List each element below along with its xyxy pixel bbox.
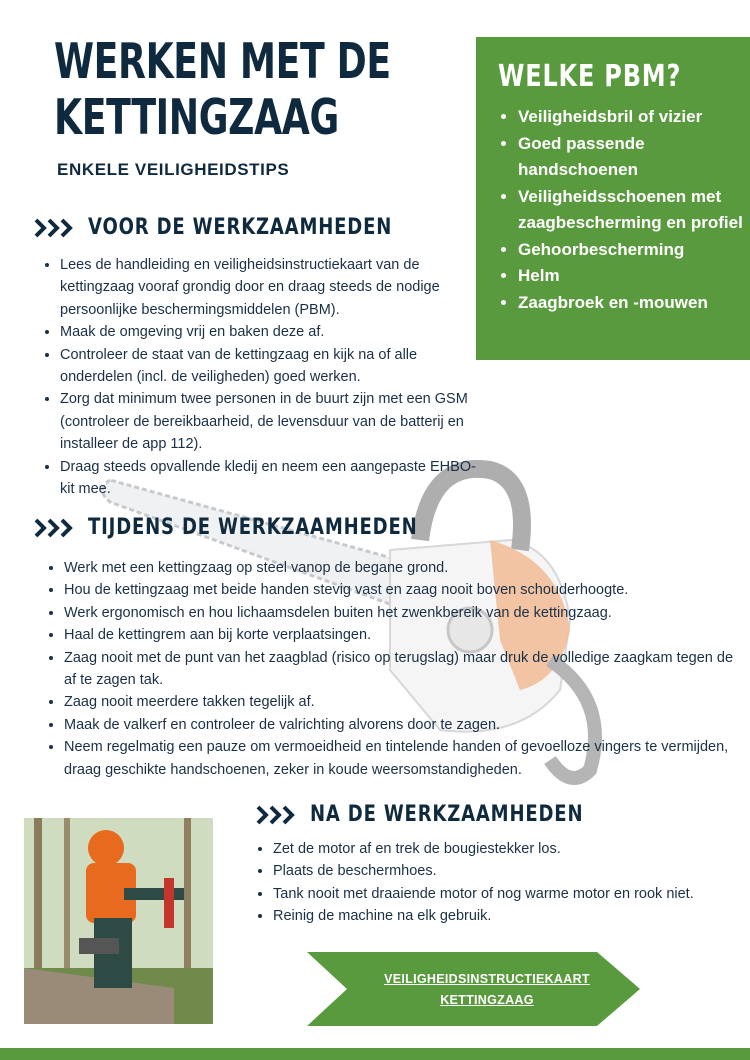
worker-photo xyxy=(24,818,213,1024)
section-before-title: VOOR DE WERKZAAMHEDEN xyxy=(88,215,393,240)
section-before-heading xyxy=(34,215,459,240)
before-list xyxy=(42,254,490,500)
pbm-title: WELKE PBM? xyxy=(498,59,682,94)
section-during-heading xyxy=(34,515,490,540)
title-line-1: WERKEN MET DE xyxy=(54,33,391,90)
section-after-heading xyxy=(256,802,643,827)
cta-line-2[interactable]: KETTINGZAAG xyxy=(440,993,534,1007)
triple-chevron-icon xyxy=(256,804,298,826)
list-item: • Neem regelmatig een pauze om vermoeidheid en tintelende handen of gevoelloze vingers te vermijden, draag geschikte handschoenen, zeker in koude weersomstandigheden. xyxy=(64,736,744,781)
page-title xyxy=(54,34,391,146)
list-item: • Draag steeds opvallende kledij en neem een aangepaste EHBO-kit mee. xyxy=(60,456,490,501)
list-item: • Maak de valkerf en controleer de valrichting alvorens door te zagen. xyxy=(64,714,744,736)
section-after-title: NA DE WERKZAAMHEDEN xyxy=(310,802,584,827)
pbm-item: • Veiligheidsbril of vizier xyxy=(518,104,750,131)
title-line-2: KETTINGZAAG xyxy=(54,89,339,146)
triple-chevron-icon xyxy=(34,217,76,239)
cta-line-1[interactable]: VEILIGHEIDSINSTRUCTIEKAART xyxy=(384,972,590,986)
list-item: • Reinig de machine na elk gebruik. xyxy=(273,905,750,927)
list-item: • Plaats de beschermhoes. xyxy=(273,860,750,882)
list-item: • Controleer de staat van de kettingzaag en kijk na of alle onderdelen (incl. de veiligheden) goed werken. xyxy=(60,344,490,389)
section-during-title: TIJDENS DE WERKZAAMHEDEN xyxy=(88,515,418,540)
list-item: • Zaag nooit meerdere takken tegelijk af. xyxy=(64,691,744,713)
instruction-card-label[interactable] xyxy=(367,969,607,1011)
list-item: • Maak de omgeving vrij en baken deze af. xyxy=(60,321,490,343)
list-item: • Haal de kettingrem aan bij korte verplaatsingen. xyxy=(64,624,744,646)
list-item: • Zorg dat minimum twee personen in de buurt zijn met een GSM (controleer de bereikbaarheid, de levensduur van de batterij en installeer de app 112). xyxy=(60,388,490,455)
pbm-item: • Gehoorbescherming xyxy=(518,237,750,264)
pbm-item: • Goed passende handschoenen xyxy=(518,131,750,184)
pbm-panel xyxy=(476,37,750,360)
list-item: • Zaag nooit met de punt van het zaagblad (risico op terugslag) maar druk de volledige zaagkam tegen de af te zagen tak. xyxy=(64,647,744,692)
after-list xyxy=(255,838,750,928)
list-item: • Hou de kettingzaag met beide handen stevig vast en zaag nooit boven schouderhoogte. xyxy=(64,579,744,601)
list-item: • Tank nooit met draaiende motor of nog warme motor en rook niet. xyxy=(273,883,750,905)
list-item: • Werk met een kettingzaag op steel vanop de begane grond. xyxy=(64,557,744,579)
instruction-card-link[interactable] xyxy=(307,952,640,1026)
page-subtitle: ENKELE VEILIGHEIDSTIPS xyxy=(57,160,290,179)
list-item: • Lees de handleiding en veiligheidsinstructiekaart van de kettingzaag vooraf grondig door en draag steeds de nodige persoonlijke beschermingsmiddelen (PBM). xyxy=(60,254,490,321)
list-item: • Zet de motor af en trek de bougiestekker los. xyxy=(273,838,750,860)
pbm-item: • Veiligheidsschoenen met zaagbescherming en profiel xyxy=(518,184,750,237)
list-item: • Werk ergonomisch en hou lichaamsdelen buiten het zwenkbereik van de kettingzaag. xyxy=(64,602,744,624)
pbm-item: • Helm xyxy=(518,263,750,290)
footer-bar xyxy=(0,1048,750,1060)
pbm-list xyxy=(498,104,750,316)
during-list xyxy=(46,557,744,781)
triple-chevron-icon xyxy=(34,517,76,539)
pbm-item: • Zaagbroek en -mouwen xyxy=(518,290,750,317)
